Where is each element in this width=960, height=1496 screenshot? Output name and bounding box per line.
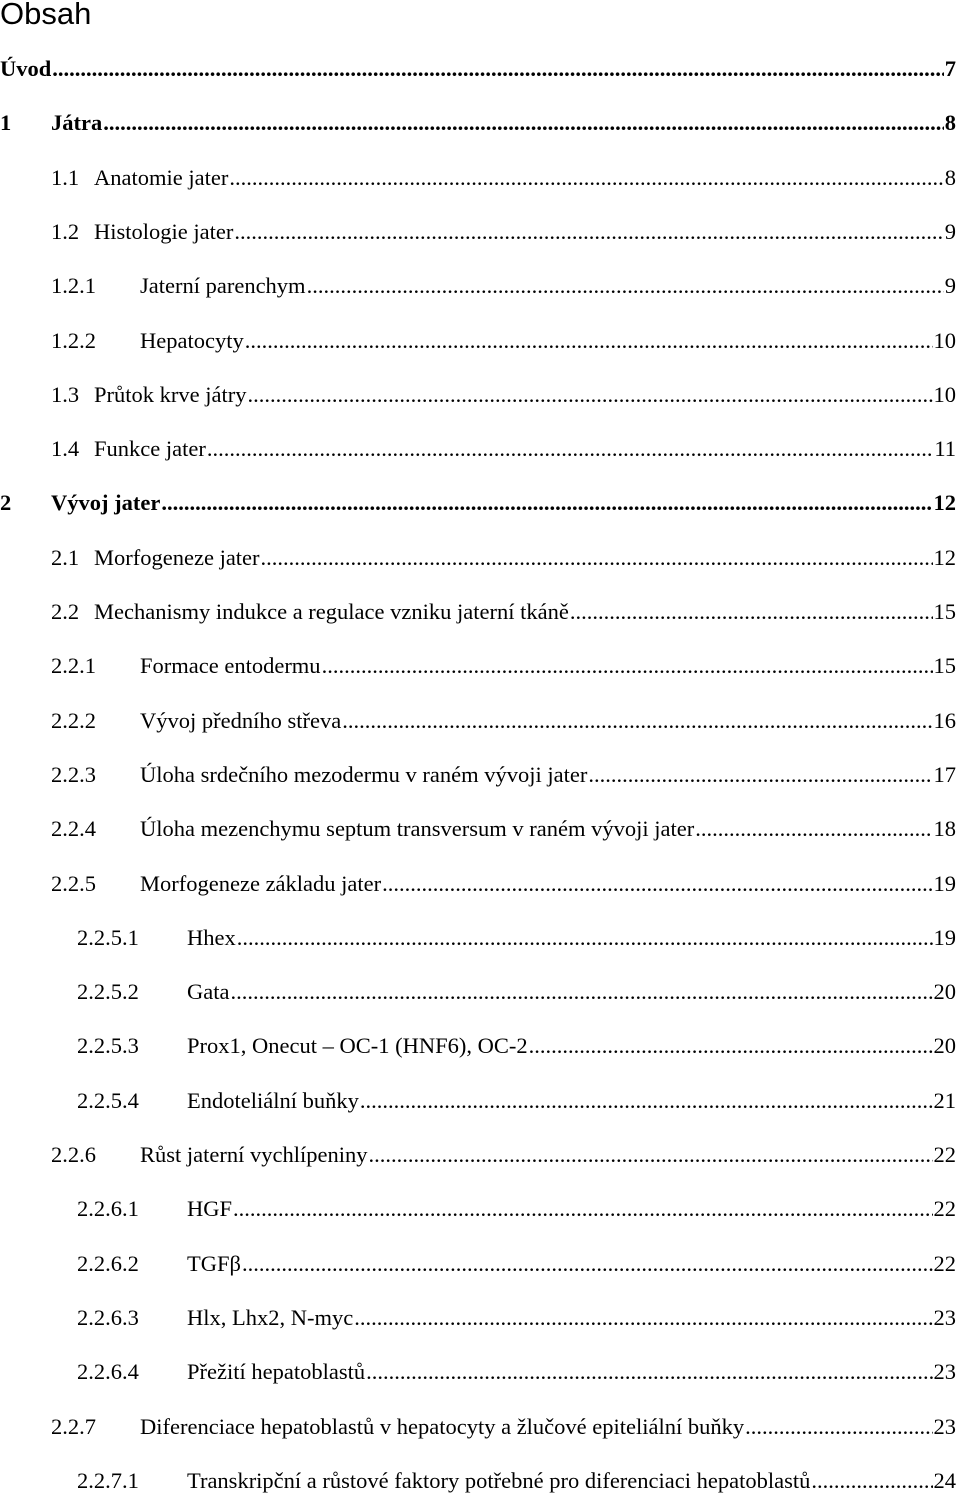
toc-entry-title: Morfogeneze jater xyxy=(94,544,260,570)
toc-entry[interactable] xyxy=(77,1249,956,1279)
toc-dot-leader xyxy=(103,108,944,138)
toc-entry-title: Morfogeneze základu jater xyxy=(140,870,382,896)
toc-entry-title: Úloha mezenchymu septum transversum v raném vývoji jater xyxy=(140,816,695,842)
toc-dot-leader xyxy=(588,760,932,790)
toc-entry-page: 23 xyxy=(933,1304,956,1330)
toc-dot-leader xyxy=(570,597,933,627)
toc-entry-number: 2.2.7 xyxy=(51,1413,96,1439)
toc-dot-leader xyxy=(811,1466,932,1496)
toc-dot-leader xyxy=(261,543,933,573)
toc-entry-number: 2.2.6.2 xyxy=(77,1250,139,1276)
toc-entry[interactable] xyxy=(51,869,956,899)
toc-entry-number: 1.4 xyxy=(51,436,80,462)
toc-entry[interactable] xyxy=(51,651,956,681)
toc-entry-title: Vývoj předního střeva xyxy=(140,707,342,733)
toc-entry-number: 1.2.1 xyxy=(51,273,96,299)
toc-entry-title: Úvod xyxy=(0,56,52,81)
toc-dot-leader xyxy=(245,326,933,356)
toc-entry-title: Formace entodermu xyxy=(140,653,321,679)
toc-entry-title: HGF xyxy=(187,1196,233,1222)
toc-entry-number: 2.2.6 xyxy=(51,1142,96,1167)
toc-entry-page: 23 xyxy=(933,1359,956,1385)
toc-dot-leader xyxy=(230,977,932,1007)
toc-entry[interactable] xyxy=(77,1466,956,1496)
toc-entry-page: 7 xyxy=(944,56,956,81)
toc-entry-title: Hepatocyty xyxy=(140,327,244,353)
toc-entry[interactable] xyxy=(51,1140,956,1170)
toc-dot-leader xyxy=(342,706,932,736)
toc-entry[interactable] xyxy=(0,488,956,518)
toc-entry[interactable] xyxy=(51,326,956,356)
toc-entry-page: 11 xyxy=(934,436,956,462)
toc-entry[interactable] xyxy=(77,977,956,1007)
toc-dot-leader xyxy=(247,380,932,410)
toc-entry-page: 20 xyxy=(933,1033,956,1059)
toc-dot-leader xyxy=(233,1194,932,1224)
toc-entry-number: 2.2.5.2 xyxy=(77,979,139,1005)
toc-entry-number: 2.2.2 xyxy=(51,707,96,733)
toc-entry-title: Mechanismy indukce a regulace vzniku jaterní tkáně xyxy=(94,599,569,624)
toc-dot-leader xyxy=(529,1031,933,1061)
toc-entry-page: 12 xyxy=(933,544,956,570)
toc-entry-title: Anatomie jater xyxy=(94,164,229,190)
toc-dot-leader xyxy=(382,869,932,899)
toc-entry-title: Hhex xyxy=(187,924,236,950)
toc-entry[interactable] xyxy=(51,543,956,573)
toc-entry-page: 16 xyxy=(933,707,956,733)
toc-dot-leader xyxy=(360,1086,933,1116)
toc-entry[interactable] xyxy=(0,54,956,84)
toc-entry-number: 1 xyxy=(0,110,12,136)
toc-entry-page: 22 xyxy=(933,1196,956,1222)
toc-entry[interactable] xyxy=(51,380,956,410)
toc-entry-page: 9 xyxy=(944,273,956,299)
page-title: Obsah xyxy=(0,0,92,31)
toc-dot-leader xyxy=(354,1303,932,1333)
toc-dot-leader xyxy=(745,1412,932,1442)
toc-entry-title: Úloha srdečního mezodermu v raném vývoji jater xyxy=(140,761,588,787)
toc-dot-leader xyxy=(322,651,933,681)
toc-entry[interactable] xyxy=(51,217,956,247)
toc-entry-number: 1.1 xyxy=(51,164,80,190)
toc-entry[interactable] xyxy=(77,1031,956,1061)
toc-entry[interactable] xyxy=(51,1412,956,1442)
toc-entry-page: 19 xyxy=(933,924,956,950)
toc-dot-leader xyxy=(366,1357,932,1387)
toc-entry-page: 15 xyxy=(933,653,956,679)
toc-entry[interactable] xyxy=(51,814,956,844)
toc-entry[interactable] xyxy=(0,108,956,138)
toc-entry[interactable] xyxy=(51,163,956,193)
toc-entry-number: 2.2.1 xyxy=(51,653,96,679)
toc-entry-number: 2.2.6.4 xyxy=(77,1359,139,1385)
toc-entry-title: Histologie jater xyxy=(94,218,234,244)
toc-dot-leader xyxy=(695,814,932,844)
toc-dot-leader xyxy=(237,923,933,953)
toc-entry-title: Endoteliální buňky xyxy=(187,1087,359,1113)
toc-entry[interactable] xyxy=(51,271,956,301)
toc-entry-title: Jaterní parenchym xyxy=(140,273,306,299)
toc-entry-number: 1.2.2 xyxy=(51,327,96,353)
toc-entry-page: 12 xyxy=(933,490,956,516)
toc-dot-leader xyxy=(161,488,932,518)
toc-dot-leader xyxy=(52,54,943,84)
toc-entry-number: 2.2.5.4 xyxy=(77,1087,139,1113)
toc-dot-leader xyxy=(234,217,943,247)
toc-dot-leader xyxy=(307,271,944,301)
toc-entry[interactable] xyxy=(77,1303,956,1333)
toc-entry-number: 2.2.6.1 xyxy=(77,1196,139,1222)
toc-dot-leader xyxy=(229,163,943,193)
toc-entry-number: 2.1 xyxy=(51,544,80,570)
toc-entry-title: Vývoj jater xyxy=(51,490,161,516)
toc-entry-title: Přežití hepatoblastů xyxy=(187,1359,366,1385)
toc-entry-title: Diferenciace hepatoblastů v hepatocyty a žlučové epiteliální buňky xyxy=(140,1413,745,1439)
toc-entry-page: 8 xyxy=(944,164,956,190)
toc-dot-leader xyxy=(242,1249,933,1279)
toc-entry-title: Transkripční a růstové faktory potřebné pro diferenciaci hepatoblastů xyxy=(187,1467,811,1493)
toc-entry-page: 10 xyxy=(933,327,956,353)
toc-entry[interactable] xyxy=(77,1194,956,1224)
toc-entry-title: Růst jaterní vychlípeniny xyxy=(140,1142,368,1167)
toc-entry-title: Játra xyxy=(51,110,103,136)
toc-entry-page: 23 xyxy=(933,1413,956,1439)
toc-entry-number: 2.2.5 xyxy=(51,870,96,896)
toc-entry-number: 2.2.7.1 xyxy=(77,1467,139,1493)
toc-entry-number: 2 xyxy=(0,490,12,516)
toc-entry-number: 2.2.6.3 xyxy=(77,1304,139,1330)
toc-entry[interactable] xyxy=(77,1086,956,1116)
toc-entry-page: 18 xyxy=(933,816,956,842)
toc-entry-page: 17 xyxy=(933,761,956,787)
toc-entry-page: 10 xyxy=(933,381,956,407)
toc-entry-page: 22 xyxy=(933,1250,956,1276)
toc-entry-number: 2.2.3 xyxy=(51,761,96,787)
toc-entry-page: 15 xyxy=(933,599,956,624)
toc-entry-number: 1.3 xyxy=(51,381,80,407)
toc-entry[interactable] xyxy=(51,434,956,464)
toc-entry-page: 24 xyxy=(933,1467,956,1493)
toc-entry-number: 2.2.5.3 xyxy=(77,1033,139,1059)
toc-entry[interactable] xyxy=(77,1357,956,1387)
toc-entry[interactable] xyxy=(51,760,956,790)
toc-entry-title: Funkce jater xyxy=(94,436,206,462)
toc-entry-title: Hlx, Lhx2, N-myc xyxy=(187,1304,354,1330)
toc-entry-page: 9 xyxy=(944,218,956,244)
toc-entry-number: 1.2 xyxy=(51,218,80,244)
toc-entry-page: 22 xyxy=(933,1142,956,1167)
toc-entry-page: 19 xyxy=(933,870,956,896)
toc-dot-leader xyxy=(368,1140,932,1170)
toc-entry-number: 2.2.5.1 xyxy=(77,924,139,950)
toc-entry-number: 2.2 xyxy=(51,599,80,624)
toc-entry-page: 20 xyxy=(933,979,956,1005)
toc-entry-number: 2.2.4 xyxy=(51,816,96,842)
toc-entry[interactable] xyxy=(77,923,956,953)
toc-entry-page: 8 xyxy=(944,110,956,136)
toc-entry-title: Prox1, Onecut – OC-1 (HNF6), OC-2 xyxy=(187,1033,528,1059)
toc-entry[interactable] xyxy=(51,597,956,627)
toc-dot-leader xyxy=(207,434,933,464)
toc-entry-title: TGFβ xyxy=(187,1250,241,1276)
toc-entry-title: Průtok krve játry xyxy=(94,381,247,407)
toc-entry-title: Gata xyxy=(187,979,230,1005)
toc-entry[interactable] xyxy=(51,706,956,736)
toc-entry-page: 21 xyxy=(933,1087,956,1113)
